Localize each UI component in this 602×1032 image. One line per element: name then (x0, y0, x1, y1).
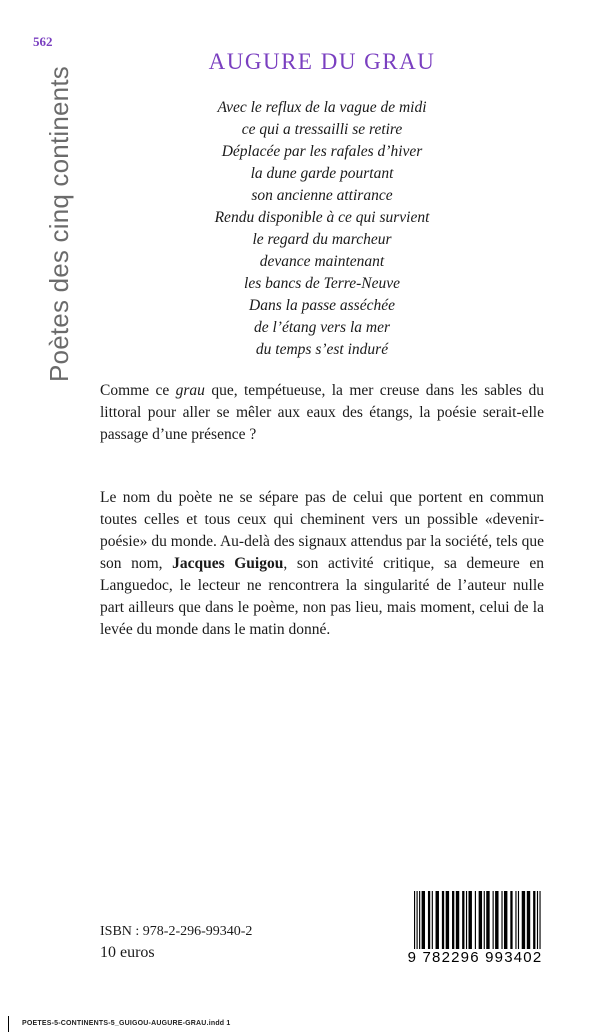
barcode (404, 889, 546, 969)
barcode-bar (527, 891, 530, 949)
bio-paragraph (100, 487, 544, 641)
author-name: Jacques Guigou (172, 555, 284, 572)
poem-line: de l’étang vers la mer (253, 319, 391, 336)
barcode-bar (428, 891, 430, 949)
barcode-bar (432, 891, 433, 949)
barcode-bar (469, 891, 472, 949)
bio-text-start: Le nom du poète ne se sépare pas de celui que portent en commun toutes celles et tous ceux qui cheminent vers un possible «devenir-poésie» du monde. Au-delà des signaux attendus par la société, tels que son nom, (100, 489, 544, 572)
barcode-bar (495, 891, 498, 949)
poem-line: Avec le reflux de la vague de midi (217, 99, 427, 116)
barcode-bar (501, 891, 502, 949)
barcode-bar (419, 891, 420, 949)
barcode-bar (462, 891, 464, 949)
barcode-bar (456, 891, 459, 949)
series-name: Poètes des cinq continents (44, 66, 74, 382)
barcode-bars (414, 891, 542, 949)
barcode-bar (414, 891, 415, 949)
barcode-bar (475, 891, 476, 949)
barcode-bar (504, 891, 507, 949)
isbn: ISBN : 978-2-296-99340-2 (100, 924, 253, 939)
poem (120, 97, 524, 361)
poem-line: la dune garde pourtant (250, 165, 394, 182)
intro-emphasis: grau (175, 382, 205, 399)
crop-mark (8, 1016, 9, 1032)
poem-line: le regard du marcheur (252, 231, 392, 248)
barcode-bar (466, 891, 467, 949)
poem-line: Dans la passe asséchée (249, 297, 395, 314)
poem-line: les bancs de Terre-Neuve (244, 275, 400, 292)
barcode-bar (446, 891, 449, 949)
barcode-bar (452, 891, 454, 949)
bio-text-end: , son activité critique, sa demeure en Languedoc, le lecteur ne rencontrera la singularité de l’auteur nulle part ailleurs que dans le poème, non pas lieu, mais moment, celui de la levée du monde dans le matin donné. (100, 555, 545, 638)
poem-line: Déplacée par les rafales d’hiver (221, 143, 423, 160)
poem-line: devance maintenant (259, 253, 385, 270)
intro-text-start: Comme ce (100, 382, 176, 399)
barcode-bar (493, 891, 494, 949)
barcode-bar (515, 891, 516, 949)
poem-line: son ancienne attirance (251, 187, 393, 204)
barcode-bar (422, 891, 425, 949)
series-number: 562 (33, 34, 53, 49)
barcode-bar (436, 891, 439, 949)
intro-paragraph (100, 380, 544, 446)
price: 10 euros (100, 944, 155, 961)
barcode-bar (479, 891, 482, 949)
barcode-bar (442, 891, 444, 949)
barcode-bar (486, 891, 489, 949)
barcode-bar (417, 891, 418, 949)
barcode-bar (539, 891, 540, 949)
barcode-digits: 9 782296 993402 (407, 949, 543, 966)
book-title: AUGURE DU GRAU (208, 49, 436, 74)
barcode-bar (518, 891, 519, 949)
barcode-bar (484, 891, 485, 949)
barcode-bar (522, 891, 525, 949)
poem-line: du temps s’est induré (255, 341, 389, 358)
poem-line: Rendu disponible à ce qui survient (214, 209, 430, 226)
print-slug: POETES-5-CONTINENTS-5_GUIGOU-AUGURE-GRAU.indd 1 (22, 1020, 231, 1027)
barcode-bar (510, 891, 512, 949)
intro-text-end: que, tempétueuse, la mer creuse dans les sables du littoral pour aller se mêler aux eaux des étangs, la poésie serait-elle passage d’une présence ? (100, 382, 544, 443)
barcode-bar (537, 891, 538, 949)
barcode-bar (533, 891, 535, 949)
poem-line: ce qui a tressailli se retire (241, 121, 403, 138)
